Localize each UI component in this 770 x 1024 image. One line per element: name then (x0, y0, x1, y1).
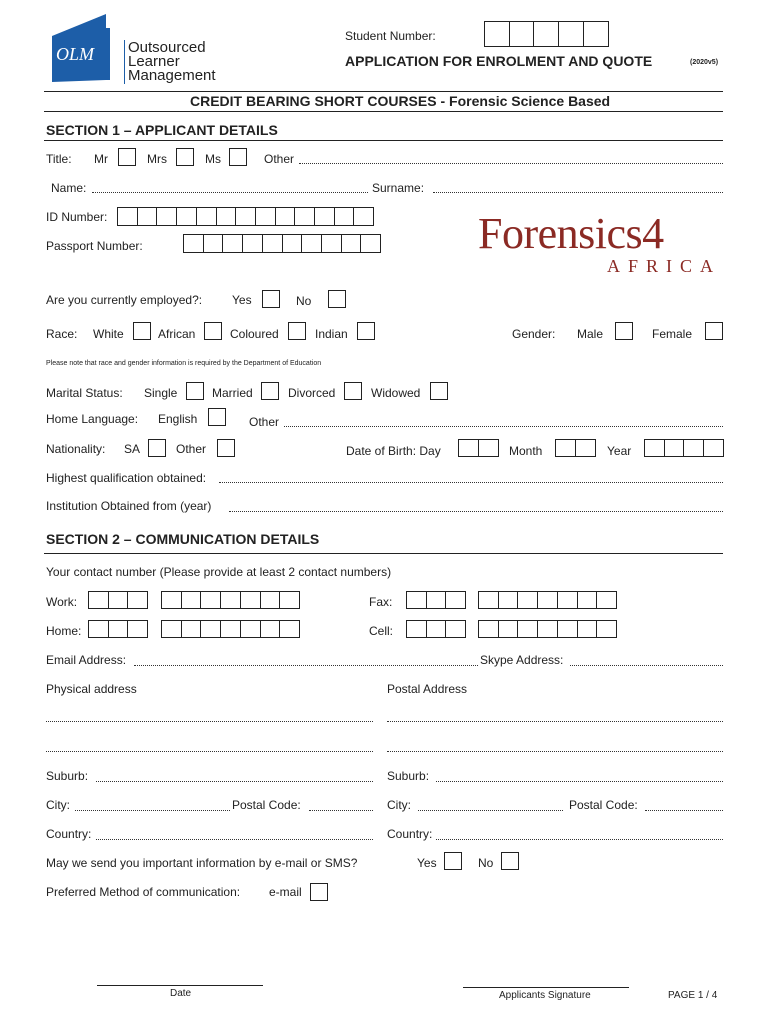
race-african-checkbox[interactable] (204, 322, 222, 340)
physical-address-line2[interactable] (46, 751, 373, 752)
gender-female-label: Female (652, 327, 693, 341)
form-title: APPLICATION FOR ENROLMENT AND QUOTE (345, 53, 653, 69)
title-ms-label: Ms (205, 152, 221, 166)
skype-field[interactable] (570, 665, 723, 666)
section1-rule (44, 140, 723, 141)
name-label: Name: (51, 181, 87, 195)
email-label: Email Address: (46, 653, 127, 667)
institution-field[interactable] (229, 511, 723, 512)
language-other-label: Other (249, 415, 280, 429)
employed-label: Are you currently employed?: (46, 293, 203, 307)
nationality-sa-label: SA (124, 442, 141, 456)
physical-city-field[interactable] (75, 810, 230, 811)
title-mrs-label: Mrs (147, 152, 167, 166)
section2-heading: SECTION 2 – COMMUNICATION DETAILS (46, 531, 320, 547)
email-field[interactable] (134, 665, 478, 666)
section2-rule (44, 553, 723, 554)
gender-female-checkbox[interactable] (705, 322, 723, 340)
consent-yes-label: Yes (417, 856, 437, 870)
physical-address-label: Physical address (46, 682, 137, 696)
student-number-boxes[interactable] (484, 21, 608, 47)
postal-country-field[interactable] (436, 839, 723, 840)
home-language-label: Home Language: (46, 412, 139, 426)
title-mr-checkbox[interactable] (118, 148, 136, 166)
qualification-field[interactable] (219, 482, 723, 483)
surname-label: Surname: (372, 181, 425, 195)
physical-suburb-label: Suburb: (46, 769, 89, 783)
marital-married-label: Married (212, 386, 253, 400)
home-number-boxes[interactable] (161, 620, 299, 638)
fax-number-boxes[interactable] (478, 591, 616, 609)
marital-single-checkbox[interactable] (186, 382, 204, 400)
id-number-boxes[interactable] (117, 207, 373, 226)
date-label: Date (170, 988, 192, 999)
nationality-other-checkbox[interactable] (217, 439, 235, 457)
race-indian-checkbox[interactable] (357, 322, 375, 340)
race-gender-note: Please note that race and gender information is required by the Department of Education (46, 360, 322, 367)
work-number-boxes[interactable] (161, 591, 299, 609)
preferred-method-label: Preferred Method of communication: (46, 885, 241, 899)
marital-single-label: Single (144, 386, 178, 400)
dob-month-boxes[interactable] (555, 439, 594, 457)
gender-label: Gender: (512, 327, 556, 341)
date-signature-line[interactable] (97, 985, 263, 986)
language-other-field[interactable] (284, 426, 723, 427)
dob-month-label: Month (509, 444, 543, 458)
applicant-signature-line[interactable] (463, 987, 629, 988)
physical-country-field[interactable] (96, 839, 373, 840)
name-field[interactable] (92, 192, 368, 193)
physical-suburb-field[interactable] (96, 781, 373, 782)
preferred-email-checkbox[interactable] (310, 883, 328, 901)
employed-yes-checkbox[interactable] (262, 290, 280, 308)
marital-divorced-checkbox[interactable] (344, 382, 362, 400)
race-coloured-label: Coloured (230, 327, 279, 341)
form-version: (2020v5) (690, 59, 719, 66)
race-white-checkbox[interactable] (133, 322, 151, 340)
cell-number-boxes[interactable] (478, 620, 616, 638)
language-english-checkbox[interactable] (208, 408, 226, 426)
home-code-boxes[interactable] (88, 620, 147, 638)
contact-note: Your contact number (Please provide at least 2 contact numbers) (46, 565, 392, 579)
postal-address-label: Postal Address (387, 682, 468, 696)
marital-label: Marital Status: (46, 386, 123, 400)
marital-widowed-checkbox[interactable] (430, 382, 448, 400)
marital-divorced-label: Divorced (288, 386, 336, 400)
home-phone-label: Home: (46, 624, 82, 638)
race-african-label: African (158, 327, 196, 341)
employed-no-label: No (296, 294, 312, 308)
title-ms-checkbox[interactable] (229, 148, 247, 166)
postal-address-line1[interactable] (387, 721, 723, 722)
language-english-label: English (158, 412, 198, 426)
passport-label: Passport Number: (46, 239, 143, 253)
qualification-label: Highest qualification obtained: (46, 471, 207, 485)
africa-logo-text: AFRICA (607, 256, 722, 276)
postal-address-line2[interactable] (387, 751, 723, 752)
consent-yes-checkbox[interactable] (444, 852, 462, 870)
race-indian-label: Indian (315, 327, 348, 341)
race-white-label: White (93, 327, 124, 341)
surname-field[interactable] (433, 192, 723, 193)
postal-suburb-label: Suburb: (387, 769, 430, 783)
title-label: Title: (46, 152, 72, 166)
title-other-label: Other (264, 152, 295, 166)
logo-divider (124, 40, 125, 84)
cell-label: Cell: (369, 624, 394, 638)
fax-code-boxes[interactable] (406, 591, 465, 609)
marital-married-checkbox[interactable] (261, 382, 279, 400)
title-other-field[interactable] (299, 163, 723, 164)
forensics4-logo-text: Forensics4 (478, 209, 664, 258)
physical-country-label: Country: (46, 827, 92, 841)
course-title: CREDIT BEARING SHORT COURSES - Forensic Science Based (190, 93, 611, 109)
cell-code-boxes[interactable] (406, 620, 465, 638)
physical-postal-code-field[interactable] (309, 810, 373, 811)
nationality-other-label: Other (176, 442, 207, 456)
postal-postal-code-field[interactable] (645, 810, 723, 811)
skype-label: Skype Address: (480, 653, 564, 667)
consent-question: May we send you important information by e-mail or SMS? (46, 856, 358, 870)
work-label: Work: (46, 595, 78, 609)
physical-city-label: City: (46, 798, 70, 812)
nationality-label: Nationality: (46, 442, 106, 456)
dob-day-boxes[interactable] (458, 439, 497, 457)
title-mr-label: Mr (94, 152, 108, 166)
id-number-label: ID Number: (46, 210, 108, 224)
student-number-label: Student Number: (345, 29, 436, 43)
postal-city-field[interactable] (418, 810, 563, 811)
section1-heading: SECTION 1 – APPLICANT DETAILS (46, 122, 278, 138)
logo-line1: Outsourced (128, 39, 206, 56)
postal-city-label: City: (387, 798, 411, 812)
race-label: Race: (46, 327, 78, 341)
preferred-email-label: e-mail (269, 885, 302, 899)
logo-line3: Management (128, 67, 216, 84)
work-code-boxes[interactable] (88, 591, 147, 609)
olm-logo (50, 14, 230, 86)
physical-address-line1[interactable] (46, 721, 373, 722)
logo-initials: OLM (56, 44, 95, 64)
gender-male-checkbox[interactable] (615, 322, 633, 340)
employed-no-checkbox[interactable] (328, 290, 346, 308)
nationality-sa-checkbox[interactable] (148, 439, 166, 457)
dob-year-label: Year (607, 444, 632, 458)
postal-suburb-field[interactable] (436, 781, 723, 782)
applicant-signature-label: Applicants Signature (499, 990, 591, 1001)
logo-line2: Learner (128, 53, 180, 70)
consent-no-label: No (478, 856, 494, 870)
dob-day-label: Date of Birth: Day (346, 444, 441, 458)
postal-country-label: Country: (387, 827, 433, 841)
title-mrs-checkbox[interactable] (176, 148, 194, 166)
postal-postal-code-label: Postal Code: (569, 798, 638, 812)
header-rule-bottom (44, 111, 723, 112)
physical-postal-code-label: Postal Code: (232, 798, 301, 812)
dob-year-boxes[interactable] (644, 439, 723, 457)
gender-male-label: Male (577, 327, 604, 341)
race-coloured-checkbox[interactable] (288, 322, 306, 340)
institution-label: Institution Obtained from (year) (46, 499, 212, 513)
passport-boxes[interactable] (183, 234, 380, 253)
fax-label: Fax: (369, 595, 393, 609)
employed-yes-label: Yes (232, 293, 252, 307)
marital-widowed-label: Widowed (371, 386, 421, 400)
page-number: PAGE 1 / 4 (668, 990, 718, 1001)
consent-no-checkbox[interactable] (501, 852, 519, 870)
